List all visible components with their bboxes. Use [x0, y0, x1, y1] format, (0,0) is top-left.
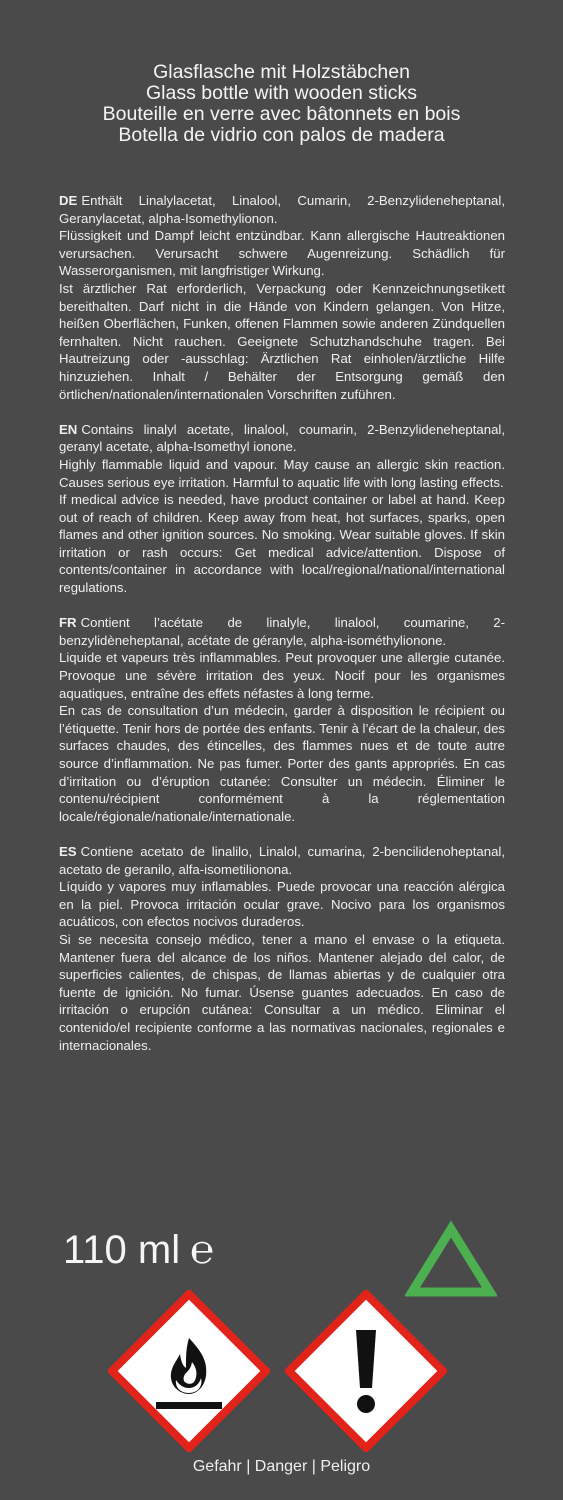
- ingredients-de: Enthält Linalylacetat, Linalool, Cumarin, 2-Benzylideneheptanal, Geranylacetat, alpha-Isomethylionon.: [59, 193, 505, 226]
- section-de: [59, 192, 505, 403]
- title-fr: Bouteille en verre avec bâtonnets en bois: [102, 103, 461, 125]
- hazards-es: Líquido y vapores muy inflamables. Puede provocar una reacción alérgica en la piel. Provoca irritación ocular grave. Nocivo para los organismos acuáticos, con efectos nocivos duraderos.: [59, 879, 505, 930]
- hazards-en: Highly flammable liquid and vapour. May cause an allergic skin reaction. Causes serious eye irritation. Harmful to aquatic life with long lasting effects.: [59, 456, 505, 490]
- section-es: [59, 843, 505, 1054]
- label-body: [59, 192, 505, 1072]
- recycling-triangle-icon: [405, 1220, 497, 1300]
- title-es: Botella de vidrio con palos de madera: [118, 124, 445, 146]
- precautions-fr: En cas de consultation d’un médecin, garder à disposition le récipient ou l’étiquette. Tenir hors de portée des enfants. Tenir à l’écart de la chaleur, des surfaces chaudes, des étincelles, des flammes nues et de toute autre source d’inflammation. Ne pas fumer. Porter des gants appropriés. En cas d’irritation ou d’éruption cutanée: Consulter un médecin. Éliminer le contenu/récipient conformément à la réglementation locale/régionale/nationale/internationale.: [59, 703, 505, 824]
- title-en: Glass bottle with wooden sticks: [146, 82, 417, 104]
- precautions-de: Ist ärztlicher Rat erforderlich, Verpackung oder Kennzeichnungsetikett bereithalten. Darf nicht in die Hände von Kindern gelangen. Von Hitze, heißen Oberflächen, Funken, offenen Flammen sowie anderen Zündquellen fernhalten. Nicht rauchen. Geeignete Schutzhandschuhe tragen. Bei Hautreizung oder -ausschlag: Ärztlichen Rat einholen/ärztliche Hilfe hinzuziehen. Inhalt / Behälter der Entsorgung gemäß den örtlichen/nationalen/internationalen Vorschriften zuführen.: [59, 280, 505, 402]
- ingredients-en: Contains linalyl acetate, linalool, coumarin, 2-Benzylideneheptanal, geranyl acetate, alpha-Isomethyl ionone.: [59, 421, 505, 455]
- product-titles: [0, 62, 563, 146]
- section-en: [59, 421, 505, 597]
- section-fr: [59, 614, 505, 825]
- ghs-flame-icon: [108, 1290, 270, 1452]
- lang-code-de: DE: [59, 193, 78, 208]
- ingredients-fr: Contient l’acétate de linalyle, linalool, coumarine, 2-benzylidèneheptanal, acétate de géranyle, alpha-isométhylionone.: [59, 615, 505, 648]
- hazards-fr: Liquide et vapeurs très inflammables. Peut provoquer une allergie cutanée. Provoque une sévère irritation des yeux. Nocif pour les organismes aquatiques, entraîne des effets néfastes à long terme.: [59, 650, 505, 701]
- ingredients-es: Contiene acetato de linalilo, Linalol, cumarina, 2-bencilidenoheptanal, acetato de geranilo, alfa-isometilionona.: [59, 843, 505, 877]
- hazards-de: Flüssigkeit und Dampf leicht entzündbar. Kann allergische Hautreaktionen verursachen. Verursacht schwere Augenreizung. Schädlich für Wasserorganismen, mit langfristiger Wirkung.: [59, 228, 505, 279]
- lang-code-en: EN: [59, 421, 78, 437]
- net-volume: [63, 1226, 214, 1274]
- lang-code-es: ES: [59, 843, 77, 859]
- precautions-es: Si se necesita consejo médico, tener a mano el envase o la etiqueta. Mantener fuera del alcance de los niños. Mantener alejado del calor, de superficies calientes, de chispas, de llamas abiertas y de cualquier otra fuente de ignición. No fumar. Úsense guantes adecuados. En caso de irritación o erupción cutánea: Consultar a un médico. Eliminar el contenido/el recipiente conforme a las normativas nacionales, regionales e internacionales.: [59, 931, 505, 1053]
- precautions-en: If medical advice is needed, have product container or label at hand. Keep out of reach of children. Keep away from heat, hot surfaces, sparks, open flames and other ignition sources. No smoking. Wear suitable gloves. If skin irritation or rash occurs: Get medical advice/attention. Dispose of contents/container in accordance with local/regional/national/international regulations.: [59, 492, 505, 596]
- ghs-exclamation-icon: [285, 1290, 447, 1452]
- lang-code-fr: FR: [59, 615, 77, 631]
- signal-word: Gefahr | Danger | Peligro: [192, 1458, 371, 1475]
- title-de: Glasflasche mit Holzstäbchen: [153, 61, 410, 83]
- estimated-sign-icon: ℮: [190, 1228, 215, 1272]
- volume-value: 110 ml: [63, 1228, 181, 1272]
